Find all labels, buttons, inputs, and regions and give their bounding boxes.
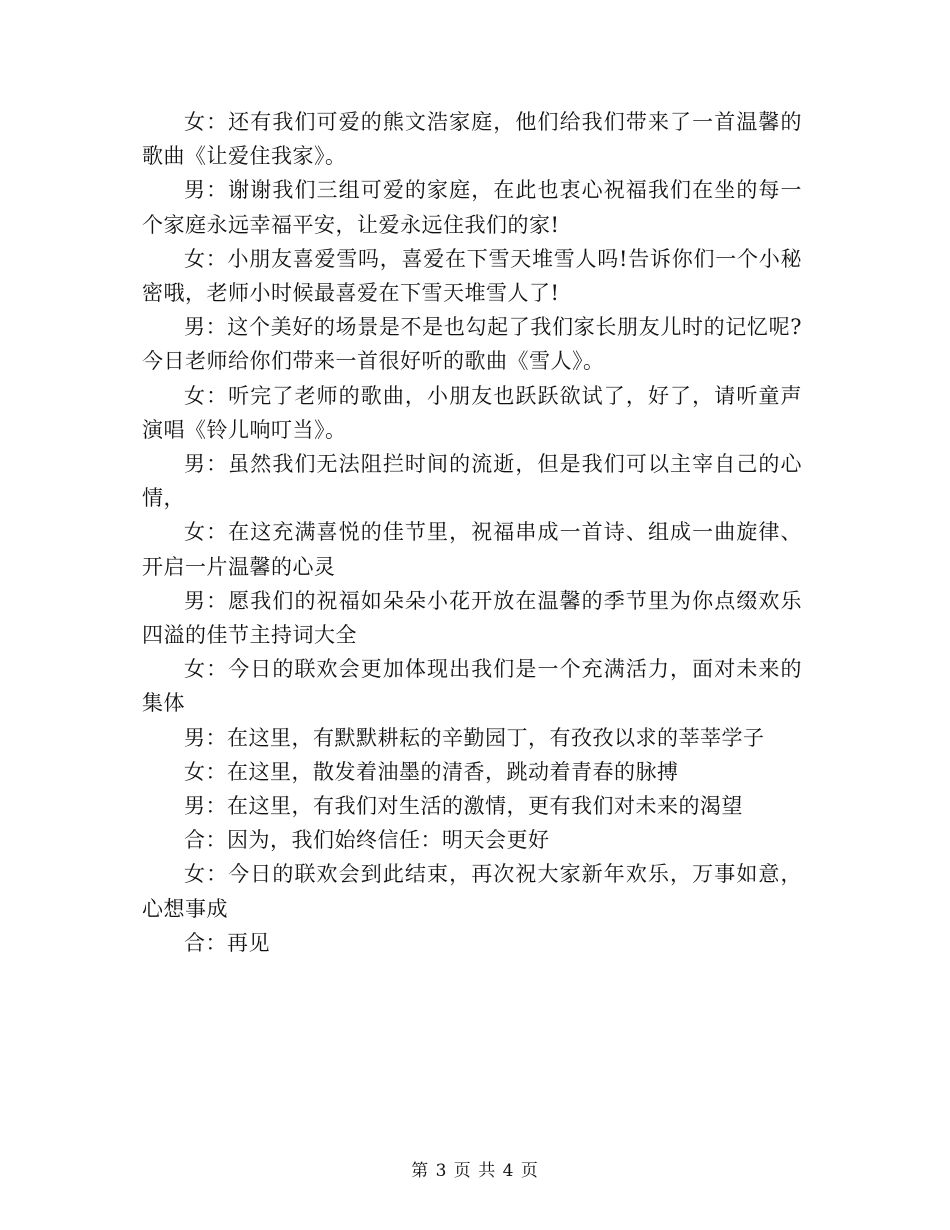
- paragraph: 男：愿我们的祝福如朵朵小花开放在温馨的季节里为你点缀欢乐四溢的佳节主持词大全: [142, 588, 802, 648]
- paragraph: 女：听完了老师的歌曲，小朋友也跃跃欲试了，好了，请听童声演唱《铃儿响叮当》。: [142, 383, 802, 442]
- paragraph: 女：今日的联欢会到此结束，再次祝大家新年欢乐，万事如意，心想事成: [142, 862, 802, 921]
- paragraph: 女：在这充满喜悦的佳节里，祝福串成一首诗、组成一曲旋律、开启一片温馨的心灵: [142, 520, 802, 579]
- paragraph: 合：因为，我们始终信任：明天会更好: [184, 828, 550, 853]
- paragraph: 女：小朋友喜爱雪吗，喜爱在下雪天堆雪人吗!告诉你们一个小秘密哦，老师小时候最喜爱在下雪天堆雪人了!: [142, 246, 802, 306]
- page-footer: 第 3 页 共 4 页: [411, 1161, 539, 1181]
- paragraph: 男：谢谢我们三组可爱的家庭，在此也衷心祝福我们在坐的每一个家庭永远幸福平安，让爱永远住我们的家!: [142, 178, 802, 237]
- paragraph: 女：还有我们可爱的熊文浩家庭，他们给我们带来了一首温馨的歌曲《让爱住我家》。: [142, 110, 802, 169]
- document-body: [142, 105, 802, 960]
- paragraph: 合：再见: [184, 930, 270, 955]
- paragraph: 男：在这里，有默默耕耘的辛勤园丁，有孜孜以求的莘莘学子: [184, 725, 765, 750]
- paragraph: 女：今日的联欢会更加体现出我们是一个充满活力，面对未来的集体: [142, 657, 802, 716]
- paragraph: 男：虽然我们无法阻拦时间的流逝，但是我们可以主宰自己的心情，: [142, 452, 802, 511]
- paragraph: 男：在这里，有我们对生活的激情，更有我们对未来的渴望: [184, 794, 743, 819]
- paragraph: 男：这个美好的场景是不是也勾起了我们家长朋友儿时的记忆呢?今日老师给你们带来一首很好听的歌曲《雪人》。: [142, 315, 802, 374]
- paragraph: 女：在这里，散发着油墨的清香，跳动着青春的脉搏: [184, 759, 679, 784]
